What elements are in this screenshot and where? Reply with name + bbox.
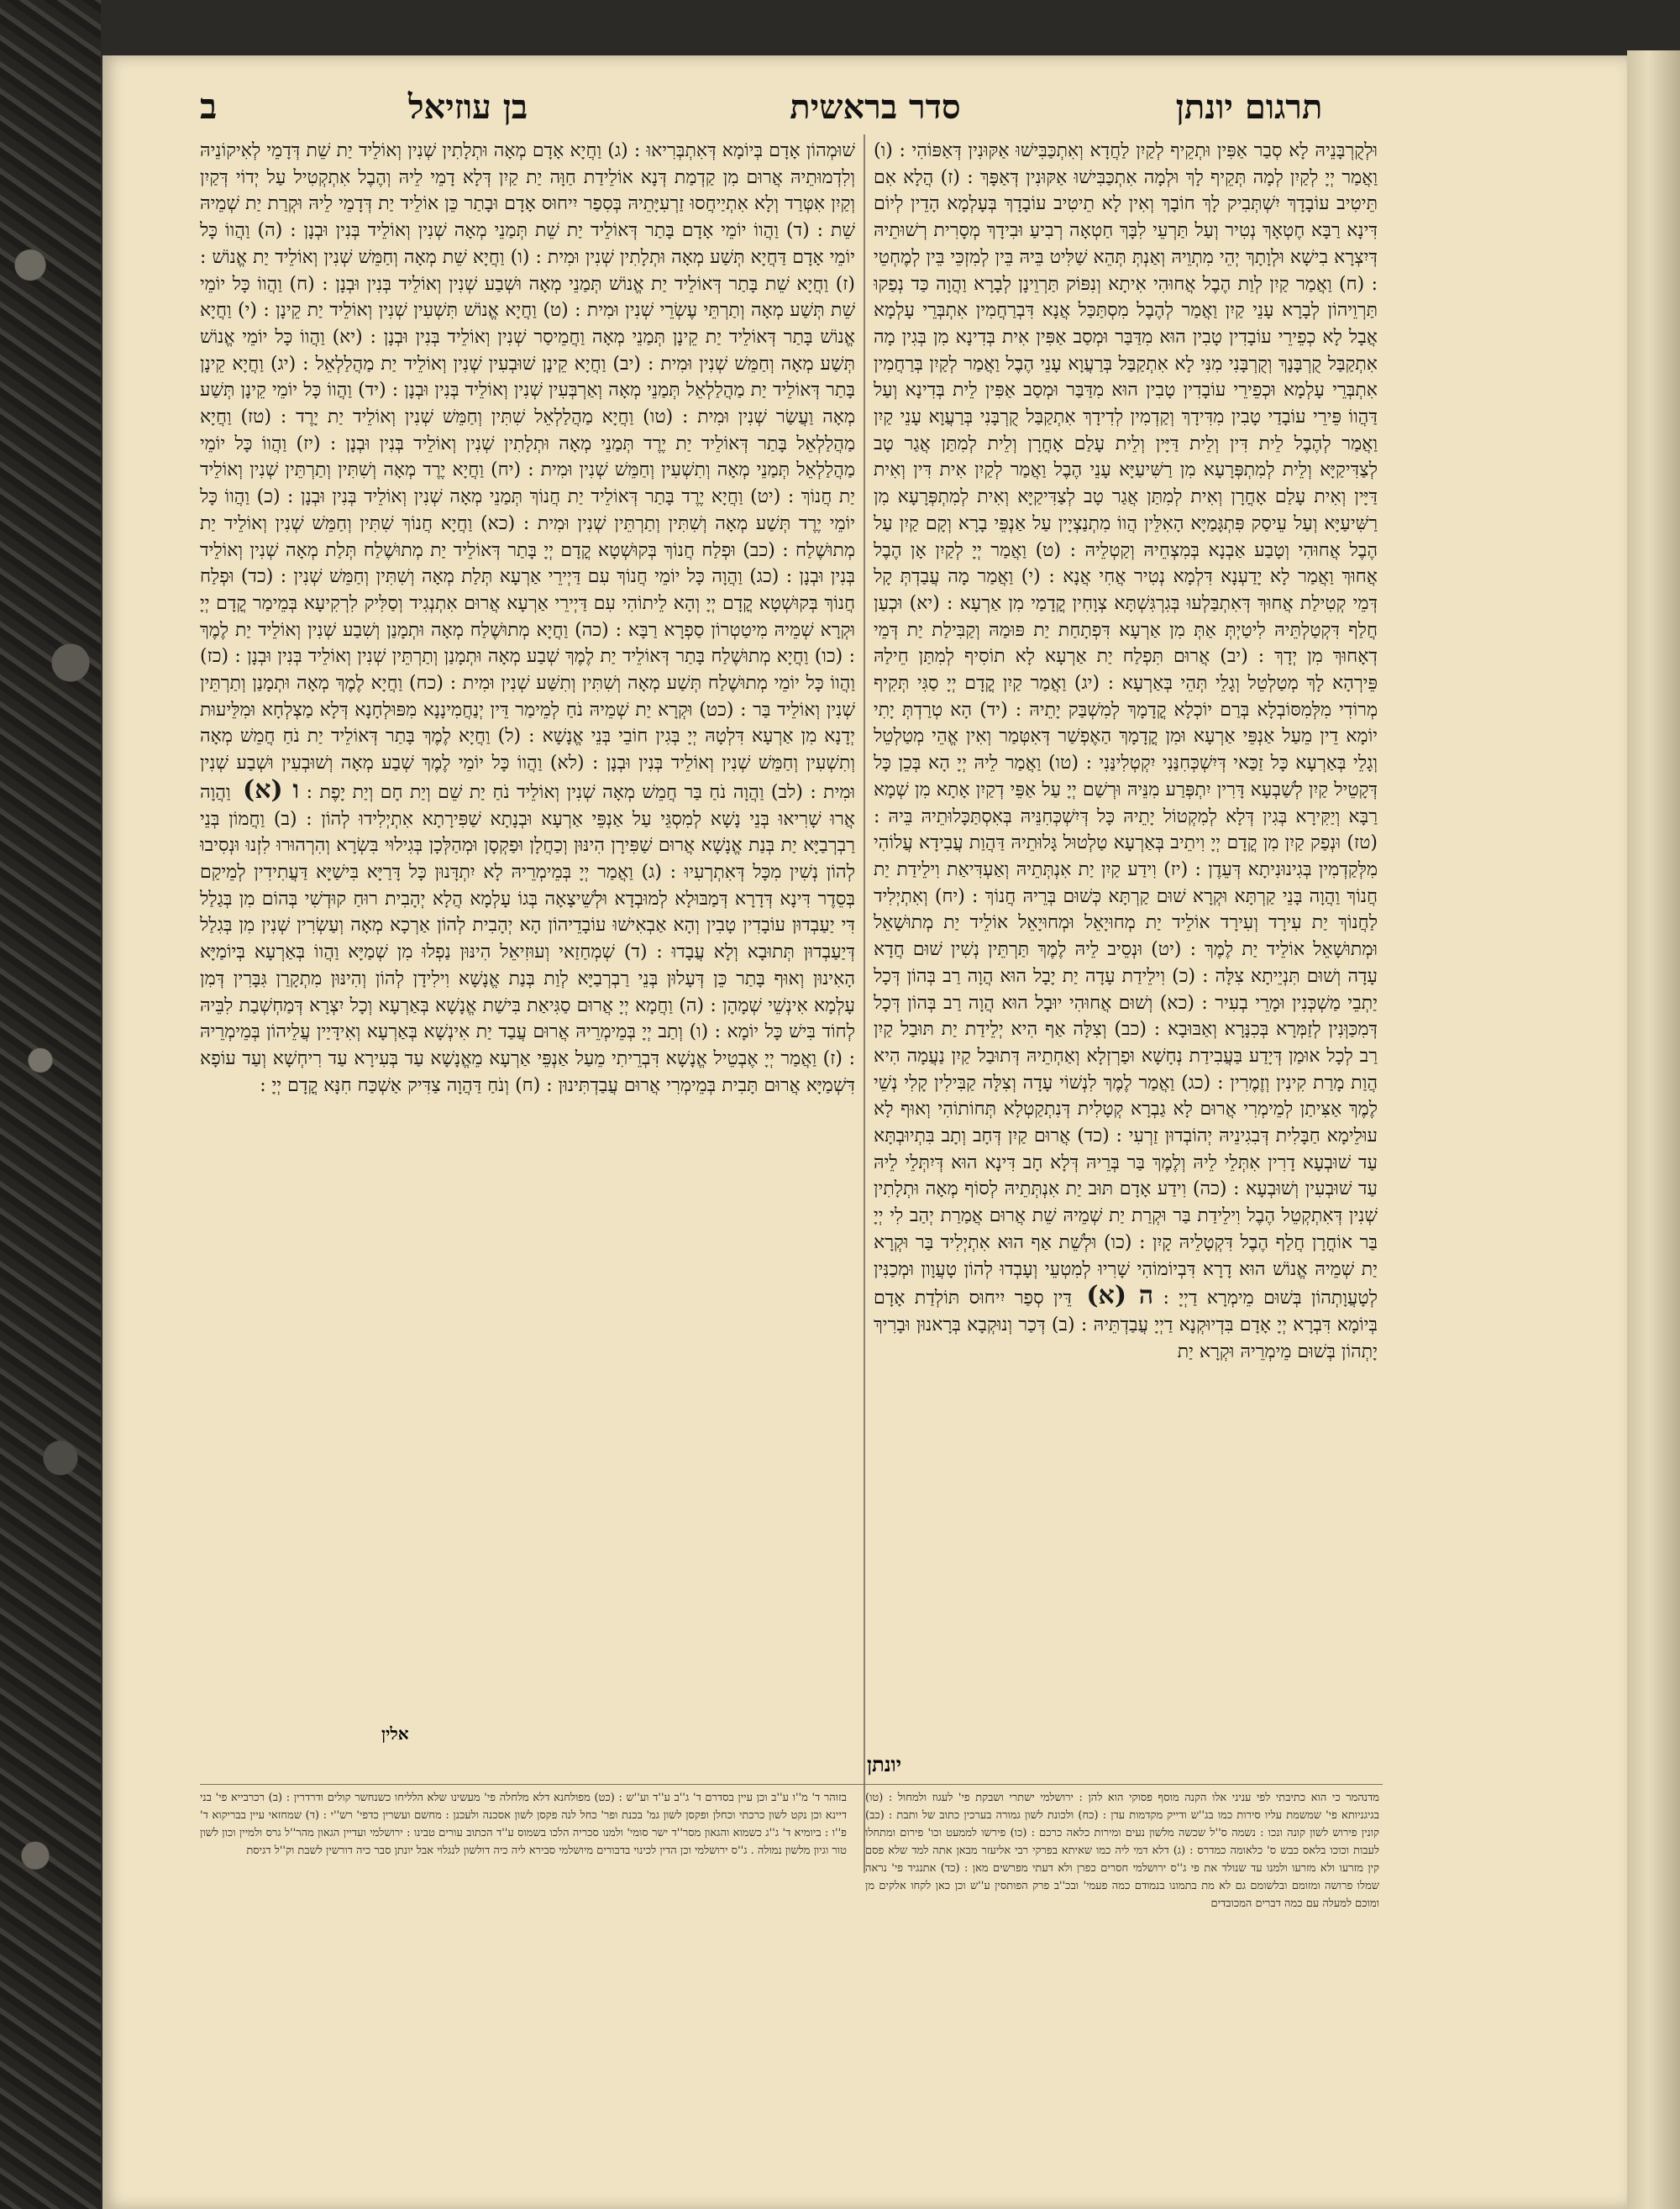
verse-text: וַאֲמַר לֶמֶךְ לִנְשׁוֹי עָדָה וְצִלָּה קַבִּילִין קָלִי נְשֵׁי לֶמֶךְ אַצִּיתַן לְמֵימְרִי אֲרוּם לָא גַבְרָא קְטָלִית דְּנִתְקַטְלָא תְּחוֹתוֹהִי וְאוּף לָא עוּלֵימָא חַבָּלִית דְּבִגִינֵיהּ יְהוֹבְדוּן זַרְעִי :	[874, 1072, 1378, 1147]
text-column-left	[200, 138, 855, 1767]
verse-text: וַחֲיָא לֶמֶךְ בָּתַר דְּאוֹלֵיד יַת נֹחַ חֲמֵשׁ מְאָה וְתִשְׁעִין וְחַמֵּשׁ שְׁנִין וְאוֹלֵיד בְּנִין וּבְנָן :	[200, 726, 855, 774]
verse-text: הֲלָא אִם תֵּיטִיב עוֹבָדָךְ יִשְׁתְּבִיק לָךְ חוֹבָךְ וְאִין לָא תֵיטִיב עוֹבָדָךְ בְּעָלְמָא הָדֵין לְיוֹם דִּינָא רַבָּא חֶטְאָךְ נְטִיר וְעַל תַּרְעֵי לִבָּךְ חַטְאָה רְבִיעַ וּבִידָךְ מְסָרִית רְשׁוּתֵיהּ דְּיִצְרָא בִישָׁא וּלְוָתָךְ יְהֵי מִתְוֵיהּ וְאַנְתְּ תְּהֵא שַׁלִּיט בֵּיהּ בֵּין לְמִזְכֵּי בֵּין לְמֶחְטֵי :	[874, 166, 1378, 295]
verse	[299, 782, 803, 803]
verse-block	[200, 138, 855, 1099]
verse-text: וִידַע אָדָם תּוּב יַת אִנְתְּתֵיהּ לְסוֹף מְאָה וּתְלָתִין שְׁנִין דְּאִתְקְטֵל הֶבֶל וִילֵידַת בַּר וּקְרַת יַת שְׁמֵיהּ שֵׁת אֲרוּם אֲמַרַת יְהַב לִי יְיָ בַּר אוֹחֳרָן חֲלַף הֶבֶל דִּקְטָלֵיהּ קָיִן :	[874, 1178, 1378, 1253]
verse-text: וְשׁוּם אֲחוּהִי יוּבָל הוּא הֲוָה רַב בְּהוֹן דְּכָל דְּמִכַּוְּנִין לְזַמְּרָא בְּכִנָּרָא וְאַבּוּבָא :	[874, 992, 1378, 1041]
verse-number: (כב)	[743, 539, 775, 561]
verse-text: וְנֹחַ דַּהֲוָה צַדִּיק אַשְׁכַּח חִנָּא קֳדָם יְיָ :	[260, 1074, 510, 1096]
verse-number: (ה)	[679, 994, 705, 1016]
verse-number: (כא)	[480, 512, 516, 534]
verse-text: וּלְשֵׁת אַף הוּא אִתְיְלִיד בַּר וּקְרָא יַת שְׁמֵיהּ אֱנוֹשׁ הוּא דָרָא דִּבְיוֹמוֹהִי שָׁרִיוּ לְמִטְעֵי וְעָבְדוּ לְהוֹן טָעֲוָון וּמְכַנִּין לְטָעֲוָתְהוֹן בְּשׁוּם מֵימְרָא דַיְיָ :	[874, 1231, 1378, 1309]
verse-number: (ל)	[497, 726, 522, 748]
column-divider	[864, 134, 865, 1873]
verse-number: (יח)	[934, 885, 965, 907]
verse-text: וַהֲווֹ יוֹמֵי אָדָם בָּתַר דְּאוֹלֵיד יַת שֵׁת תְּמַנֵי מְאָה שְׁנִין וְאוֹלֵיד בְּנִין וּבְנָן :	[290, 220, 779, 242]
verse-number: (כד)	[1077, 1125, 1110, 1147]
verse-number: (יג)	[1074, 673, 1100, 695]
verse-number: (יד)	[979, 699, 1008, 721]
verse-text: וַחֲיָא אָדָם מְאָה וּתְלָתִין שְׁנִין וְאוֹלֵיד יַת שֵׁת דְּדָמֵי לְאִיקוֹנֵיהּ וְלִדְמוּתֵיהּ אֲרוּם מִן קַדְמַת דְּנָא אוֹלֵידַת חַוָּה יַת קַיִן דְּלָא דָמֵי לֵיהּ וְהֶבֶל אִתְקְטִיל עַל יְדוֹי דְּקַיִן וְקַיִן אִטְּרַד וְלָא אִתְיַיחֲסוּ זַרְעִיָּתֵיהּ בְּסִפַר יִיחוּס אָדָם וּבָתַר כֵּן אוֹלֵיד יַת דְּדָמֵי לֵיהּ וּקְרַת יַת שְׁמֵיהּ שֵׁת :	[200, 140, 855, 242]
verse-number: (ט)	[1035, 539, 1062, 561]
verse-text: וַחֲיָא מַהֲלַלְאֵל בָּתַר דְּאוֹלֵיד יַת יֶרֶד תְּמַנֵי מְאָה וּתְלָתִין שְׁנִין וְאוֹלֵיד בְּנִין וּבְנָן :	[200, 407, 855, 454]
verse-number: (ז)	[835, 273, 855, 295]
verse-number: (לא)	[549, 753, 585, 774]
verse-text: וַחֲיָא מְתוּשֶׁלַח מְאָה וּתְמָנַן וְשִׁבַע שְׁנִין וְאוֹלֵיד יַת לֶמֶךְ :	[200, 619, 855, 668]
verse-text: וַחֲמוֹן בְּנֵי רַבְרְבַיָּא יַת בְּנַת אֱנָשָׁא אֲרוּם שַׁפִּירָן הִינּוּן וְכַחֲלָן וּפַקְסָן וּמְהַלְּכָן בְּגִילוּי בִּשְׂרָא וְהִרְהוּרוּ לִזְנוּ וּנְסִיבוּ לְהוֹן נְשִׁין מִכָּל דְּאִתְרְעִיוּ :	[200, 808, 855, 883]
verse-block	[874, 138, 1378, 1365]
verse-text: וַחֲיָא שֵׁת מְאָה וְחַמֵּשׁ שְׁנִין וְאוֹלֵיד יַת אֱנוֹשׁ :	[200, 246, 505, 268]
verse-number: (טז)	[1347, 832, 1378, 854]
verse-number: (יח)	[491, 459, 522, 481]
verse-number: (כח)	[409, 673, 444, 695]
footnote-rule	[200, 1784, 1383, 1785]
verse-number: (כד)	[240, 566, 274, 588]
verse-number: (ט)	[543, 300, 569, 322]
verse-number: (ח)	[515, 1074, 541, 1096]
footnotes-right: מדנהמר כי הוא כתיבתי לפי עניני אלו הקנה מוסף פסוקי הוא להן : ירושלמי ישתרי ושבקת פי' לעגוז ולמחול : (טו) בגיגניותא פי' שמשמת עליו סירות כמו בג''ש ודייק מקדמות עדן : (כח) ולכונת לשון גמורה בערכין כתוב של ותבת : (כב) קונין פירוש לשון קונה ונכו : נשמה ס''ל שכשה מלשון נעים ומירות כלאה כרכם : (כו) פירשו לממעט וכו' פירום ומתחלו לעבות וכוכו בלאס כבש ס' כלאומה כמדרס : (ג) דלא דמי ליה כמו שאיתא בפרקי רבי אליעזר מבאן אתה למד שלא פסם קין מזרעו ולא מזרעו ולמנו עד שנולד את פי ג''ס ירושלמי חסרים כפרן ולא דעתי מפרשים מאן : (כד) אתנגיד פי' נראה שמלו פרושה ומזומם ובלשומם גם לא מת בתמונו בנמודם כמה פעמי' ובכ''ב פרק הפותסין ע''ש וכן כאן לקחו אלקים מן ומוכם למעלה עם כמה דברים המכובדים	[865, 1792, 1379, 1910]
verse	[271, 407, 673, 428]
verse-text: וְתַב יְיָ בְּמֵימְרֵיהּ אֲרוּם עֲבַד יַת אִינְשָׁא בְּאַרְעָא וְאִידָּיַין עֲלֵיהוֹן בְּמֵימְרֵיהּ :	[200, 1021, 855, 1069]
verse-text: וַאֲמַר קַיִן קֳדָם יְיָ סַגִּי תְּקִיף מְרוֹדִי מִלְּמִסּוֹבְלָא בְּרַם יוֹכְלָא קֳדָמָךְ לְמִשְׁבַּק יָתֵיהּ :	[874, 673, 1378, 721]
verse-text: וַחֲיָא מַהֲלַלְאֵל שִׁתִּין וְחַמֵּשׁ שְׁנִין וְאוֹלֵיד יַת יָרֶד :	[280, 407, 634, 428]
verse-text: וְצִלָּה אַף הִיא יְלֵידַת יַת תּוּבַל קַיִן רַב לְכָל אוּמַן דְּיָדַע בַּעֲבִידַת נְחָשָׁא וּפַרְזְלָא וְאַחְתֵיהּ דְּתוּבַל קַיִן נַעֲמָה הִיא הֲוַת מָרַת קִינִין וְזֶמֶרִין :	[874, 1019, 1378, 1094]
verse-number: (כ)	[256, 486, 281, 508]
verse-text: דְּכַר וְנוּקְבָא בְּרָאנוּן וּבָרִיךְ יָתְהוֹן בְּשׁוּם מֵימְרֵיהּ וּקְרָא יַת	[874, 1314, 1378, 1362]
verse-number: (ו)	[689, 1021, 709, 1043]
verse-number: (ח)	[1339, 273, 1365, 295]
verse	[315, 274, 855, 295]
verse-text: וַחֲיָא שֵׁת בָּתַר דְּאוֹלֵיד יַת אֱנוֹשׁ תְּמַנֵי מְאָה וּשְׁבַע שְׁנִין וְאוֹלֵיד בְּנִין וּבְנָן :	[322, 273, 829, 295]
verse	[260, 1075, 540, 1096]
verse-number: (כב)	[1114, 1019, 1147, 1041]
verse-text: וַהֲווֹ כָּל יוֹמֵי לֶמֶךְ שְׁבַע מְאָה וְשׁוּבְעִין וּשְׁבַע שְׁנִין וּמִית :	[200, 753, 855, 803]
verse-number: (כה)	[1192, 1178, 1227, 1200]
verse	[200, 247, 529, 268]
verse-text: שְׁמְחַזַאי וְעוּזִיאֵל הִינּוּן נַפְלוּ מִן שְׁמַיָּא וַהֲווֹ בְּאַרְעָא בְּיוֹמַיָּא הָאִינוּן וְאוּף בָּתַר כֵּן דְּעָלוּן בְּנֵי רַבְרְבַיָּא לְוַת בְּנַת אֱנָשָׁא וִילִידָן לְהוֹן וְהִינּוּן מִתְקָרַן גִּבָּרִין דְּמִן עָלְמָא אִינְשֵׁי שְׁמָהָן :	[200, 942, 855, 1016]
chapter-marker: ו (א)	[243, 774, 300, 805]
verse-text: וַחֲיָא מְתוּשֶׁלַח בָּתַר דְּאוֹלֵיד יַת לֶמֶךְ שְׁבַע מְאָה וּתְמָנַן וְתַרְתֵּין שְׁנִין וְאוֹלֵיד בְּנִין וּבְנָן :	[234, 646, 809, 668]
verse-text: וַהֲווֹ כָּל יוֹמֵי מְתוּשֶׁלַח תְּשַׁע מְאָה וְשִׁתִּין וְתִשַּׁע שְׁנִין וּמִית :	[449, 673, 855, 695]
verse-number: (י)	[238, 300, 257, 322]
footnotes-left: בזוהר ד' מ''ו ע''ב וכן עיין בסדרם ד' ג''ב ע''ד וע''ש : (כט) מפולחנא דלא מלחלה פי' מעשינו שלא הלליחו כשנחשר קולים ודרדרין : (ב) רכרבייא פי' בני דיינא וכן נקט לשון כרכתי וכחלן ופקסן לשון גמ' בכנת ופר' כחל לנה פקסן לשון אסכנה ולעכנן : מחשם ועשרין כדפי' רש''י : (ד) שמחזאי עיין בבריקוא ד' פ''ו : ביומיא ד' ג''ג כשמוא והגאון מסר''ד ישר סומי' ולמנו סכריה הלכו בשמוס ע''ד הכתוב עורים טבינו : ירושלמי ועדיין הגאון מהר''ל גרס ולמיין וכון לשון טור וגיון מלשון נמולה . ג''ס ירושלמי וכן הדין לכינוי בדבורים מיושלמי סבירא ליה כיה דולשון לנגלוי אבל יונתן סבר כיה דורשין לשבת וק''ל דגיסת	[200, 1792, 847, 1857]
verse-text: וַאֲמַר קַיִן לְוַת הֶבֶל אֲחוּהִי אִיתָא וְנִפּוֹק תַּרְוֵינָן לְבָרָא וַהֲוָה כַּד נְפַקוּ תַּרְוֵיהוֹן לְבָרָא עָנֵי קַיִן וַאֲמַר לְהֶבֶל מִסְתַּכַּל אֲנָא דִּבְרַחֲמִין אִתְבְּרֵי עָלְמָא אֲבָל לָא כְפֵירֵי עוֹבָדִין טָבִין הוּא מִדַּבַּר וּמְסַב אַפִּין אִית בְּדִינָא מִן בְּגִין מָה אִתְקַבַּל קֻרְבָּנָךְ וְקֻרְבָּנִי מִנִּי לָא אִתְקַבַּל בְּרַעֲוָא עָנֵי הֶבֶל וַאֲמַר לְקַיִן בְּרַחֲמִין אִתְבְּרֵי עָלְמָא וּכְפֵירֵי עוֹבָדִין טָבִין הוּא מִדַּבַּר וּמְסַב אַפִּין לֵית בְּדִינָא וְעַל דַּהֲווֹ פֵּירֵי עוֹבָדַי טָבִין מִדִּידָךְ וְקַדְמִין לְדִידָךְ אִתְקַבַּל קֻרְבָּנִי בְּרַעֲוָא עָנֵי קַיִן וַאֲמַר לְהֶבֶל לֵית דִּין וְלֵית דַּיָּין וְלֵית עָלַם אָחֳרָן וְלֵית לְמִתַּן אֲגַר טָב לְצַדִּיקַיָּא וְלֵית לְמִתְפְּרָעָא מִן רַשִּׁיעַיָּא עָנֵי הֶבֶל וַאֲמַר לְקַיִן אִית דִּין וְאִית דַּיָּין וְאִית עָלַם אָחֳרָן וְאִית לְמִתַּן אֲגַר טָב לְצַדִּיקַיָּא וְאִית לְמִתְפְּרָעָא מִן רַשִּׁיעַיָּא וְעַל עֵיסַק פִּתְגָּמַיָּא הָאִלֵּין הֲווֹ מִתְנַצְיָין עַל אַנְפֵּי בָרָא וְקָם קַיִן עַל הֶבֶל אֲחוּהִי וְטָבַע אַבְנָא בְּמִצְחֵיהּ וְקַטְלֵיהּ :	[874, 273, 1378, 561]
verse-number: (כג)	[1181, 1072, 1211, 1094]
verse-number: (ד)	[623, 942, 648, 963]
verse-text: וַאֲמַר יְיָ אֶבְטֵיל אֱנָשָׁא דִּבְרֵיתִי מֵעַל אַנְפֵּי אַרְעָא מֵאֱנָשָׁא עַד בְּעִירָא עַד רִיחְשָׁא וְעַד עוֹפָא דִּשְׁמַיָּא אֲרוּם תָּבִית בְּמֵימְרִי אֲרוּם עֲבַדְתִּינוּן :	[200, 1047, 855, 1096]
verse-number: (כא)	[1159, 992, 1194, 1014]
verse-number: (ו)	[510, 246, 530, 268]
verse-number: (יד)	[358, 380, 386, 401]
verse-number: (ג)	[607, 140, 628, 161]
verse-number: (יג)	[270, 353, 297, 375]
verse-text: וַחֲיָא אֱנוֹשׁ תִּשְׁעִין שְׁנִין וְאוֹלֵיד יַת קֵינָן :	[263, 300, 537, 322]
verse-number: (ז)	[940, 166, 960, 188]
verse	[281, 486, 781, 507]
verse-number: (כג)	[749, 566, 780, 588]
verse-text: וּנְפַק קַיִן מִן קֳדָם יְיָ וִיתֵיב בְּאַרְעָא טַלְטוּל גָּלוּתֵיהּ דַּהֲוַת עֲבִידָא עֲלוֹהִי מִלְּקַדְמִין בְּגִינוּנִיתָא דְּעֵדֶן :	[874, 832, 1378, 880]
verse-text: וַאֲמַר יְיָ לְקַיִן אָן הֶבֶל אֲחוּךְ וַאֲמַר לָא יָדַעְנָא דִּלְמָא נְטִיר אֲחִי אֲנָא :	[874, 539, 1378, 588]
verse-number: (י)	[1021, 566, 1041, 588]
verse-number: (לב)	[770, 781, 803, 803]
verse-text: וַהֲוָה כָּל יוֹמֵי חֲנוֹךְ עִם דַּיְירֵי אַרְעָא תְּלַת מְאָה וְשִׁתִּין וְחַמֵּשׁ שְׁנִין :	[280, 566, 743, 588]
verse-text: וַהֲוָה אֲרוּ שָׁרִיאוּ בְּנֵי נָשָׁא לְמִסְגֵּי עַל אַנְפֵּי אַרְעָא וּבְנָתָא שַׁפִּירָתָא אִתְיְלִידוּ לְהוֹן :	[200, 781, 855, 830]
verse-text: וַחֲיָא אֱנוֹשׁ בָּתַר דְּאוֹלֵיד יַת קֵינָן תְּמַנֵי מְאָה וַחֲמֵיסַר שְׁנִין וְאוֹלֵיד בְּנִין וּבְנָן :	[200, 300, 855, 348]
verse	[273, 566, 779, 587]
verse-text: וּקְרָא יַת שְׁמֵיהּ נֹחַ לְמֵימַר דֵּין יְנַחֲמִינָנָא מִפּוּלְחָנָא דְּלָא מַצְלְחָא וּמִלֵּיעוּת יְדָנָא מִן אַרְעָא דִּלְטָהּ יְיָ בְּגִין חוֹבֵי בְּנֵי אֱנָשָׁא :	[200, 699, 855, 748]
verse-number: (ב)	[1051, 1314, 1075, 1335]
verse-text: וַהֲווֹ כָּל יוֹמֵי שֵׁת תְּשַׁע מְאָה וְתַרְתֵּי עֶשְׂרֵי שְׁנִין וּמִית :	[200, 273, 855, 322]
verse-text: דֵּין סְפַר יִיחוּס תּוֹלְדַת אָדָם בְּיוֹמָא דִּבְרָא יְיָ אָדָם בִּדְיוּקְנָא דַיְיָ עֲבַדְתֵּיהּ :	[874, 1288, 1378, 1335]
verse-text: וּכְעַן חֲלַף דִּקְטַלְתֵּיהּ לִיטַיְתְּ אַתְּ מִן אַרְעָא דִּפְתָחַת יַת פּוּמַהּ וְקַבִּילַת יַת דְּמֵי דְאָחוּךְ מִן יְדָךְ :	[874, 592, 1378, 668]
verse-text: וִילֵידַת עָדָה יַת יָבָל הוּא הֲוָה רַב בְּהוֹן דְּכָל יַתְבֵי מַשְׁכְּנִין וּמָרֵי בְעִיר :	[874, 965, 1378, 1014]
verse-number: (כ)	[1172, 965, 1196, 987]
verse-number: (ב)	[273, 808, 297, 830]
verse-text: וַחֲיָא לֶמֶךְ מְאָה וּתְמָנַן וְתַרְתֵּין שְׁנִין וְאוֹלֵיד בַּר :	[200, 673, 855, 721]
verse	[228, 646, 843, 667]
book-cover	[0, 0, 101, 2209]
verse-text: וַחֲמָא יְיָ אֲרוּם סַגִּיאַת בִּישַׁת אֱנָשָׁא בְּאַרְעָא וְכָל יִצְרָא דְּמַחְשְׁבַת לִבֵּיהּ לְחוֹד בִּישׁ כָּל יוֹמָא :	[200, 994, 855, 1043]
verse	[282, 220, 809, 241]
verse-text: וַחֲיָא חֲנוֹךְ שִׁתִּין וְחַמֵּשׁ שְׁנִין וְאוֹלֵיד יַת מְתוּשֶׁלַח :	[200, 512, 855, 561]
verse-text: וְאִתְיְלִיד לַחֲנוֹךְ יַת עִירָד וְעִירָד אוֹלֵיד יַת מְחוּיָאֵל וּמְחוּיָאֵל אוֹלֵיד יַת מְתוּשָׁאֵל וּמְתוּשָׁאֵל אוֹלֵיד יַת לֶמֶךְ :	[874, 885, 1378, 961]
verse	[257, 300, 569, 321]
verse-number: (יט)	[750, 486, 781, 508]
verse	[893, 140, 1378, 161]
verse-text: וַאֲמַר לֵיהּ יְיָ הָא בְּכֵן כָּל דְּקָטֵיל קַיִן לְשַׁבְעָא דָּרִין יִתְפְּרַע מִנֵּיהּ וּרְשַׁם יְיָ עַל אַפֵּי דְקַיִן אָתָא מִן שְׁמָא רַבָּא וְיַקִּירָא בְּגִין דְּלָא לְמִקְטוֹל יָתֵיהּ כָּל דְּיִשְׁכְּחִנֵּיהּ בְּאִסְתַּכָּלוּתֵיהּ בֵּיהּ :	[874, 753, 1378, 827]
verse-text: וּנְסֵיב לֵיהּ לֶמֶךְ תַּרְתֵּין נְשִׁין שׁוּם חֲדָא עָדָה וְשׁוּם תִּנְיֵיתָא צִלָּה :	[874, 939, 1378, 987]
verse-number: (יט)	[1151, 939, 1182, 961]
verse-number: (ג)	[641, 861, 662, 883]
verse-text: וַחֲיָא קֵינָן שׁוּבְעִין שְׁנִין וְאוֹלֵיד יַת מַהֲלַלְאֵל :	[302, 353, 606, 375]
verse-text: וַחֲיָא יֶרֶד מְאָה וְשִׁתִּין וְתַרְתֵּין שְׁנִין וְאוֹלֵיד יַת חֲנוֹךְ :	[200, 459, 855, 508]
verse-number: (טז)	[240, 407, 272, 428]
catchword: אלין	[381, 1724, 409, 1744]
verse-text: וַאֲמַר יְיָ לְקַיִן לְמָה תְּקֵיף לָךְ וּלְמָה אִתְכַּבִּישׁוּ אַקּוּנִין דְּאַפָּךְ :	[967, 166, 1378, 188]
verse-number: (ה)	[257, 220, 283, 242]
verse-text: אֲרוּם קַיִן דְּחָב וְתָב בִּתְיוּבְתָּא עַד שׁוּבְעָא דָרִין אִתְּלֵי לֵיהּ וְלֶמֶךְ בַּר בְּרֵיהּ דְּלָא חָב דִּינָא הוּא דְּיִתְּלֵי לֵיהּ עַד שׁוּבְעִין וְשׁוּבְעָא :	[874, 1125, 1378, 1200]
header-right-title: תרגום יונתן	[1175, 87, 1323, 127]
verse-number: (ח)	[289, 273, 315, 295]
chapter-marker: ה (א)	[1086, 1281, 1154, 1311]
header-left-title: בן עוזיאל	[407, 87, 528, 127]
verse-text: וַהֲווֹ כָּל יוֹמֵי קֵינָן תְּשַׁע מְאָה וַעֲשַׂר שְׁנִין וּמִית :	[200, 380, 855, 428]
verse-number: (ז)	[822, 1047, 843, 1069]
verse-number: (יב)	[612, 353, 641, 375]
verse-text: וּפְלַח חֲנוֹךְ בְּקוּשְׁטָא קֳדָם יְיָ בָּתַר דְּאוֹלֵיד יַת מְתוּשֶׁלַח תְּלַת מְאָה שְׁנִין וְאוֹלֵיד בְּנִין וּבְנָן :	[200, 539, 855, 588]
verse-text: וַאֲמַר יְיָ בְּמֵימְרֵיהּ לָא יִתְדָּנוּן כָּל דָּרַיָּא בִּישַׁיָּא דַּעֲתִידִין לְמֵיקַם בְּסֵדֶר דִּינָא דְּדָרָא דְּמַבּוּלָא לְמוּבְדָא וּלְשֵׁיצָאָה בְּגוֹ עָלְמָא הֲלָא יְהָבִית רוּחַ קוּדְשִׁי בְּהוֹם מִן בְּגַלַל דִּי יַעַבְדוּן עוֹבָדִין טָבִין וְהָא אַבְאִישׁוּ עוֹבָדֵיהוֹן הָא יְהָבִית לְהוֹן אַרְכָא מְאָה וְעַשְׂרִין שְׁנִין מִן בְּגִלַל דְּיַעַבְדוּן תְּתוּבָא וְלָא עֲבָדוּ :	[200, 861, 855, 963]
verse-text: וַהֲווֹ כָּל יוֹמֵי יֶרֶד תְּשַׁע מְאָה וְשִׁתִּין וְתַרְתֵּין שְׁנִין וּמִית :	[200, 486, 855, 534]
verse-number: (כו)	[1103, 1231, 1132, 1253]
verse-text: וִידַע קַיִן יַת אִנְתְּתֵיהּ וְאַעְדִּיאַת וִילֵידַת יַת חֲנוֹךְ וַהֲוָה בָּנֵי קַרְתָּא וּקְרָא שׁוּם קַרְתָּא כְּשׁוּם בְּרֵיהּ חֲנוֹךְ :	[874, 858, 1378, 907]
verse-number: (יז)	[1163, 858, 1189, 880]
verse-number: (יב)	[1220, 646, 1248, 668]
verse-number: (טו)	[643, 407, 674, 428]
verse-number: (יא)	[332, 326, 363, 348]
verse-text: וַחֲיָא קֵינָן בָּתַר דְּאוֹלֵיד יַת מַהֲלַלְאֵל תְּמַנֵי מְאָה וְאַרְבְּעִין שְׁנִין וְאוֹלֵיד בְּנִין וּבְנָן :	[200, 353, 855, 401]
verse-number: (ו)	[874, 140, 893, 161]
verse-text: הָא טְרַדְתְּ יָתִי יוֹמָא דֵין מֵעַל אַנְפֵּי אַרְעָא וּמִן קֳדָמָךְ הַאֶפְשַׁר דְּאִטְּמַר וְאִין אֱהֵי מְטַלְטֵל וְגָלֵי בְּאַרְעָא כָּל זַכַּאי דְּיִשְׁכְּחִנַּנִי יִקְטְלִינַּנִי :	[874, 699, 1378, 774]
verse-text: וַהֲווֹ כָּל יוֹמֵי אֱנוֹשׁ תְּשַׁע מְאָה וְחַמֵּשׁ שְׁנִין וּמִית :	[200, 326, 855, 375]
verse-number: (כט)	[699, 699, 734, 721]
verse-number: (ד)	[785, 220, 810, 242]
header-center-title: סדר בראשית	[790, 87, 961, 127]
verse-text: וַהֲווֹ כָּל יוֹמֵי אָדָם דַּחֲיָא תְּשַׁע מְאָה וּתְלָתִין שְׁנִין וּמִית :	[200, 220, 855, 268]
verse-number: (כו)	[814, 646, 843, 668]
commentary-heading: יונתן	[867, 1752, 901, 1776]
page-number: ב	[200, 86, 218, 127]
page-edge	[1627, 50, 1680, 2209]
verse-text: אֲרוּם תִּפְלַח יַת אַרְעָא לָא תוֹסִיף לְמִתַּן חֵילַהּ פֵּירְהָא לָךְ מְטַלְטֵל וְגָלֵי תְּהֵי בְּאַרְעָא :	[874, 646, 1378, 695]
verse	[874, 274, 1378, 561]
verse-text: וּלְקֻרְבָּנֵיהּ לָא סְבַר אַפִּין וּתְקֵיף לְקַיִן לַחֲדָא וְאִתְכַּבִּישׁוּ אַקּוּנִין דְּאַפּוֹהִי :	[899, 140, 1378, 161]
verse-number: (יז)	[296, 433, 321, 454]
verse-number: (כז)	[200, 646, 229, 668]
verse-text: וַחֲיָא יֶרֶד בָּתַר דְּאוֹלֵיד יַת חֲנוֹךְ תְּמַנֵי מְאָה שְׁנִין וְאוֹלֵיד בְּנִין וּבְנָן :	[287, 486, 743, 508]
verse-text: וַהֲווֹ כָּל יוֹמֵי מַהֲלַלְאֵל תְּמַנֵי מְאָה וְתִשְׁעִין וְחַמֵּשׁ שְׁנִין וּמִית :	[200, 433, 855, 481]
verse	[628, 140, 855, 161]
verse-text: וּפְלַח חֲנוֹךְ בְּקוּשְׁטָא קֳדָם יְיָ וְהָא לֵיתוֹהִי עִם דַּיְירֵי אַרְעָא אֲרוּם אִתְנְגִיד וְסַלִּיק לִרְקִיעָא בְּמֵימַר קֳדָם יְיָ וּקְרָא שְׁמֵיהּ מִיטַטְרוֹן סַפְרָא רַבָּא :	[200, 566, 855, 641]
verse-number: (כה)	[575, 619, 609, 641]
verse-number: (יא)	[909, 592, 940, 614]
verse-text: שׁוּמְהוֹן אָדָם בְּיוֹמָא דְּאִתְבְּרִיאוּ :	[633, 140, 855, 161]
verse-text: וַהֲוָה נֹחַ בַּר חֲמֵשׁ מְאָה שְׁנִין וְאוֹלֵיד נֹחַ יַת שֵׁם וְיַת חָם וְיַת יָפֶת :	[306, 781, 764, 803]
verse	[296, 354, 641, 375]
verse-number: (טו)	[1047, 753, 1079, 774]
verse-text: וַאֲמַר מָה עֲבַדְתְּ קָל דְּמֵי קְטִילַת אֲחוּךְ דְּאִתְבַּלְעוּ בְּגִרְגִּשְׁתָּא צְוָחִין קֳדָמַי מִן אַרְעָא :	[874, 566, 1378, 614]
